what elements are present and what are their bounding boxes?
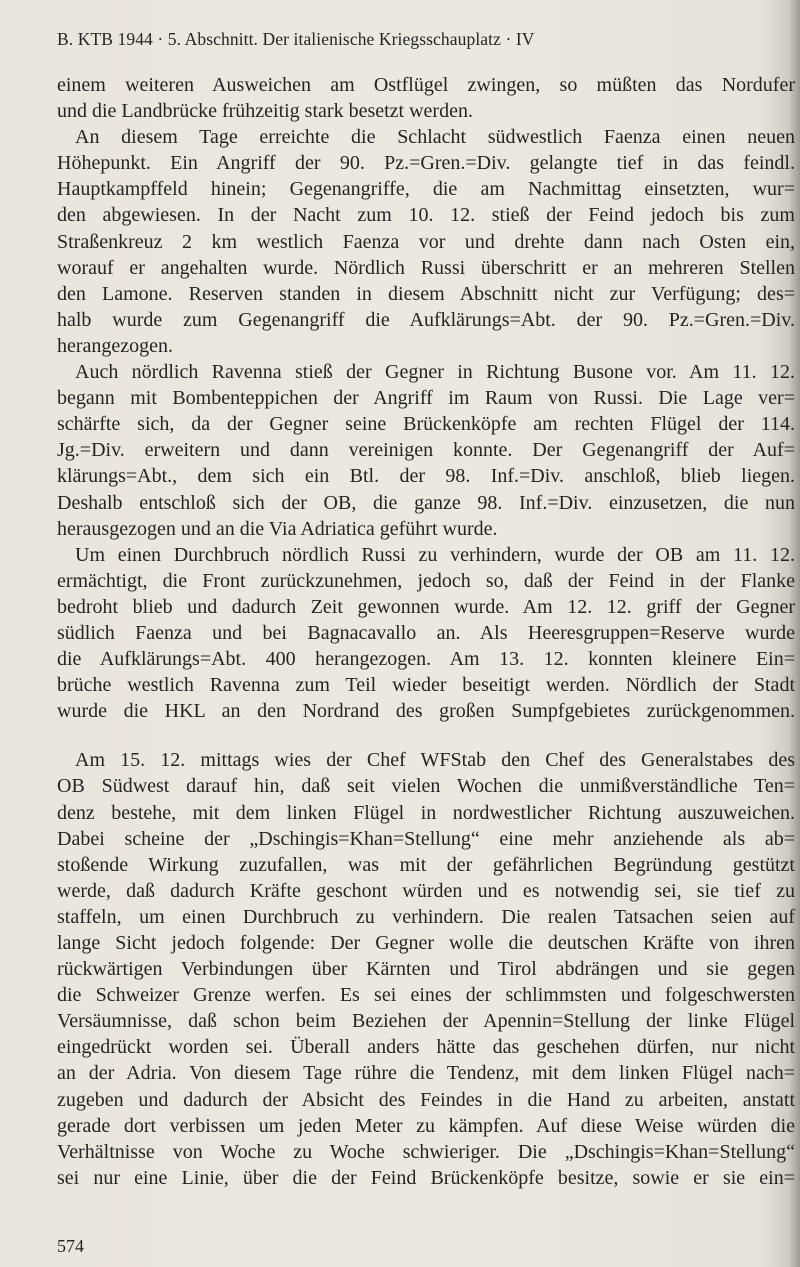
text-line: herangezogen.	[57, 334, 174, 357]
paragraph	[57, 359, 795, 542]
text-line: Verhältnisse von Woche zu Woche schwieriger. Die „Dschingis=Khan=Stellung“	[57, 1140, 795, 1163]
text-line: den abgewiesen. In der Nacht zum 10. 12. stieß der Feind jedoch bis zum	[57, 204, 795, 227]
text-line: denz bestehe, mit dem linken Flügel in nordwestlicher Richtung auszuweichen.	[57, 801, 795, 824]
text-line: Um einen Durchbruch nördlich Russi zu verhindern, wurde der OB am 11. 12.	[75, 543, 795, 566]
text-line: herausgezogen und an die Via Adriatica geführt wurde.	[57, 517, 498, 540]
text-line: Dabei scheine der „Dschingis=Khan=Stellung“ eine mehr anziehende als ab=	[57, 827, 795, 850]
paragraph	[57, 72, 795, 124]
text-line: rückwärtigen Verbindungen über Kärnten und Tirol abdrängen und sie gegen	[57, 958, 795, 981]
text-line: eingedrückt worden sei. Überall anders hätte das geschehen dürfen, nur nicht	[57, 1036, 795, 1059]
paragraph	[57, 124, 795, 359]
text-line: wurde die HKL an den Nordrand des großen Sumpfgebietes zurückgenommen.	[57, 700, 795, 723]
text-line: werde, daß dadurch Kräfte geschont würden und es notwendig sei, sie tief zu	[57, 879, 795, 902]
text-line: halb wurde zum Gegenangriff die Aufklärungs=Abt. der 90. Pz.=Gren.=Div.	[57, 308, 795, 331]
text-line: worauf er angehalten wurde. Nördlich Russi überschritt er an mehreren Stellen	[57, 256, 795, 279]
text-line: Auch nördlich Ravenna stieß der Gegner in Richtung Busone vor. Am 11. 12.	[75, 361, 795, 384]
text-line: Höhepunkt. Ein Angriff der 90. Pz.=Gren.=Div. gelangte tief in das feindl.	[57, 152, 795, 175]
text-line: brüche westlich Ravenna zum Teil wieder beseitigt werden. Nördlich der Stadt	[57, 674, 795, 697]
page-number: 574	[57, 1236, 84, 1256]
body-text	[57, 72, 795, 1191]
text-line: Deshalb entschloß sich der OB, die ganze 98. Inf.=Div. einzusetzen, die nun	[57, 491, 795, 514]
text-line: staffeln, um einen Durchbruch zu verhindern. Die realen Tatsachen seien auf	[57, 905, 795, 928]
text-line: klärungs=Abt., dem sich ein Btl. der 98. Inf.=Div. anschloß, blieb liegen.	[57, 465, 795, 488]
paragraph	[57, 542, 795, 725]
text-line: zugeben und dadurch der Absicht des Feindes in die Hand zu arbeiten, anstatt	[57, 1088, 795, 1111]
text-line: den Lamone. Reserven standen in diesem Abschnitt nicht zur Verfügung; des=	[57, 282, 795, 305]
text-line: OB Südwest darauf hin, daß seit vielen Wochen die unmißverständliche Ten=	[57, 775, 795, 798]
text-line: gerade dort verbissen um jeden Meter zu kämpfen. Auf diese Weise würden die	[57, 1114, 795, 1137]
text-line: lange Sicht jedoch folgende: Der Gegner wolle die deutschen Kräfte von ihren	[57, 932, 795, 954]
text-line: einem weiteren Ausweichen am Ostflügel zwingen, so müßten das Nordufer	[57, 74, 795, 96]
text-line: schärfte sich, da der Gegner seine Brückenköpfe am rechten Flügel der 114.	[57, 413, 795, 436]
text-line: an der Adria. Von diesem Tage rühre die Tendenz, mit dem linken Flügel nach=	[57, 1062, 795, 1085]
text-line: Versäumnisse, daß schon beim Beziehen der Apennin=Stellung der linke Flügel	[57, 1010, 795, 1033]
text-line: begann mit Bombenteppichen der Angriff im Raum von Russi. Die Lage ver=	[57, 387, 795, 410]
text-line: sei nur eine Linie, über die der Feind Brückenköpfe besitze, sowie er sie ein=	[57, 1166, 795, 1189]
text-line: die Schweizer Grenze werfen. Es sei eines der schlimmsten und folgeschwersten	[57, 984, 795, 1007]
text-line: und die Landbrücke frühzeitig stark besetzt werden.	[57, 100, 473, 123]
text-line: südlich Faenza und bei Bagnacavallo an. Als Heeresgruppen=Reserve wurde	[57, 621, 795, 644]
text-line: Jg.=Div. erweitern und dann vereinigen konnte. Der Gegenangriff der Auf=	[57, 439, 795, 462]
running-header: B. KTB 1944 · 5. Abschnitt. Der italienische Kriegsschauplatz · IV	[57, 29, 535, 49]
text-line: Straßenkreuz 2 km westlich Faenza vor und drehte dann nach Osten ein,	[57, 230, 795, 253]
text-line: ermächtigt, die Front zurückzunehmen, jedoch so, daß der Feind in der Flanke	[57, 569, 795, 592]
text-line: die Aufklärungs=Abt. 400 herangezogen. Am 13. 12. konnten kleinere Ein=	[57, 648, 795, 671]
paragraph	[57, 747, 795, 1191]
text-line: Am 15. 12. mittags wies der Chef WFStab den Chef des Generalstabes des	[75, 749, 795, 772]
text-line: stoßende Wirkung zuzufallen, was mit der gefährlichen Begründung gestützt	[57, 853, 795, 876]
text-line: bedroht blieb und dadurch Zeit gewonnen wurde. Am 12. 12. griff der Gegner	[57, 595, 795, 618]
text-line: An diesem Tage erreichte die Schlacht südwestlich Faenza einen neuen	[75, 126, 795, 149]
text-line: Hauptkampffeld hinein; Gegenangriffe, die am Nachmittag einsetzten, wur=	[57, 178, 795, 201]
